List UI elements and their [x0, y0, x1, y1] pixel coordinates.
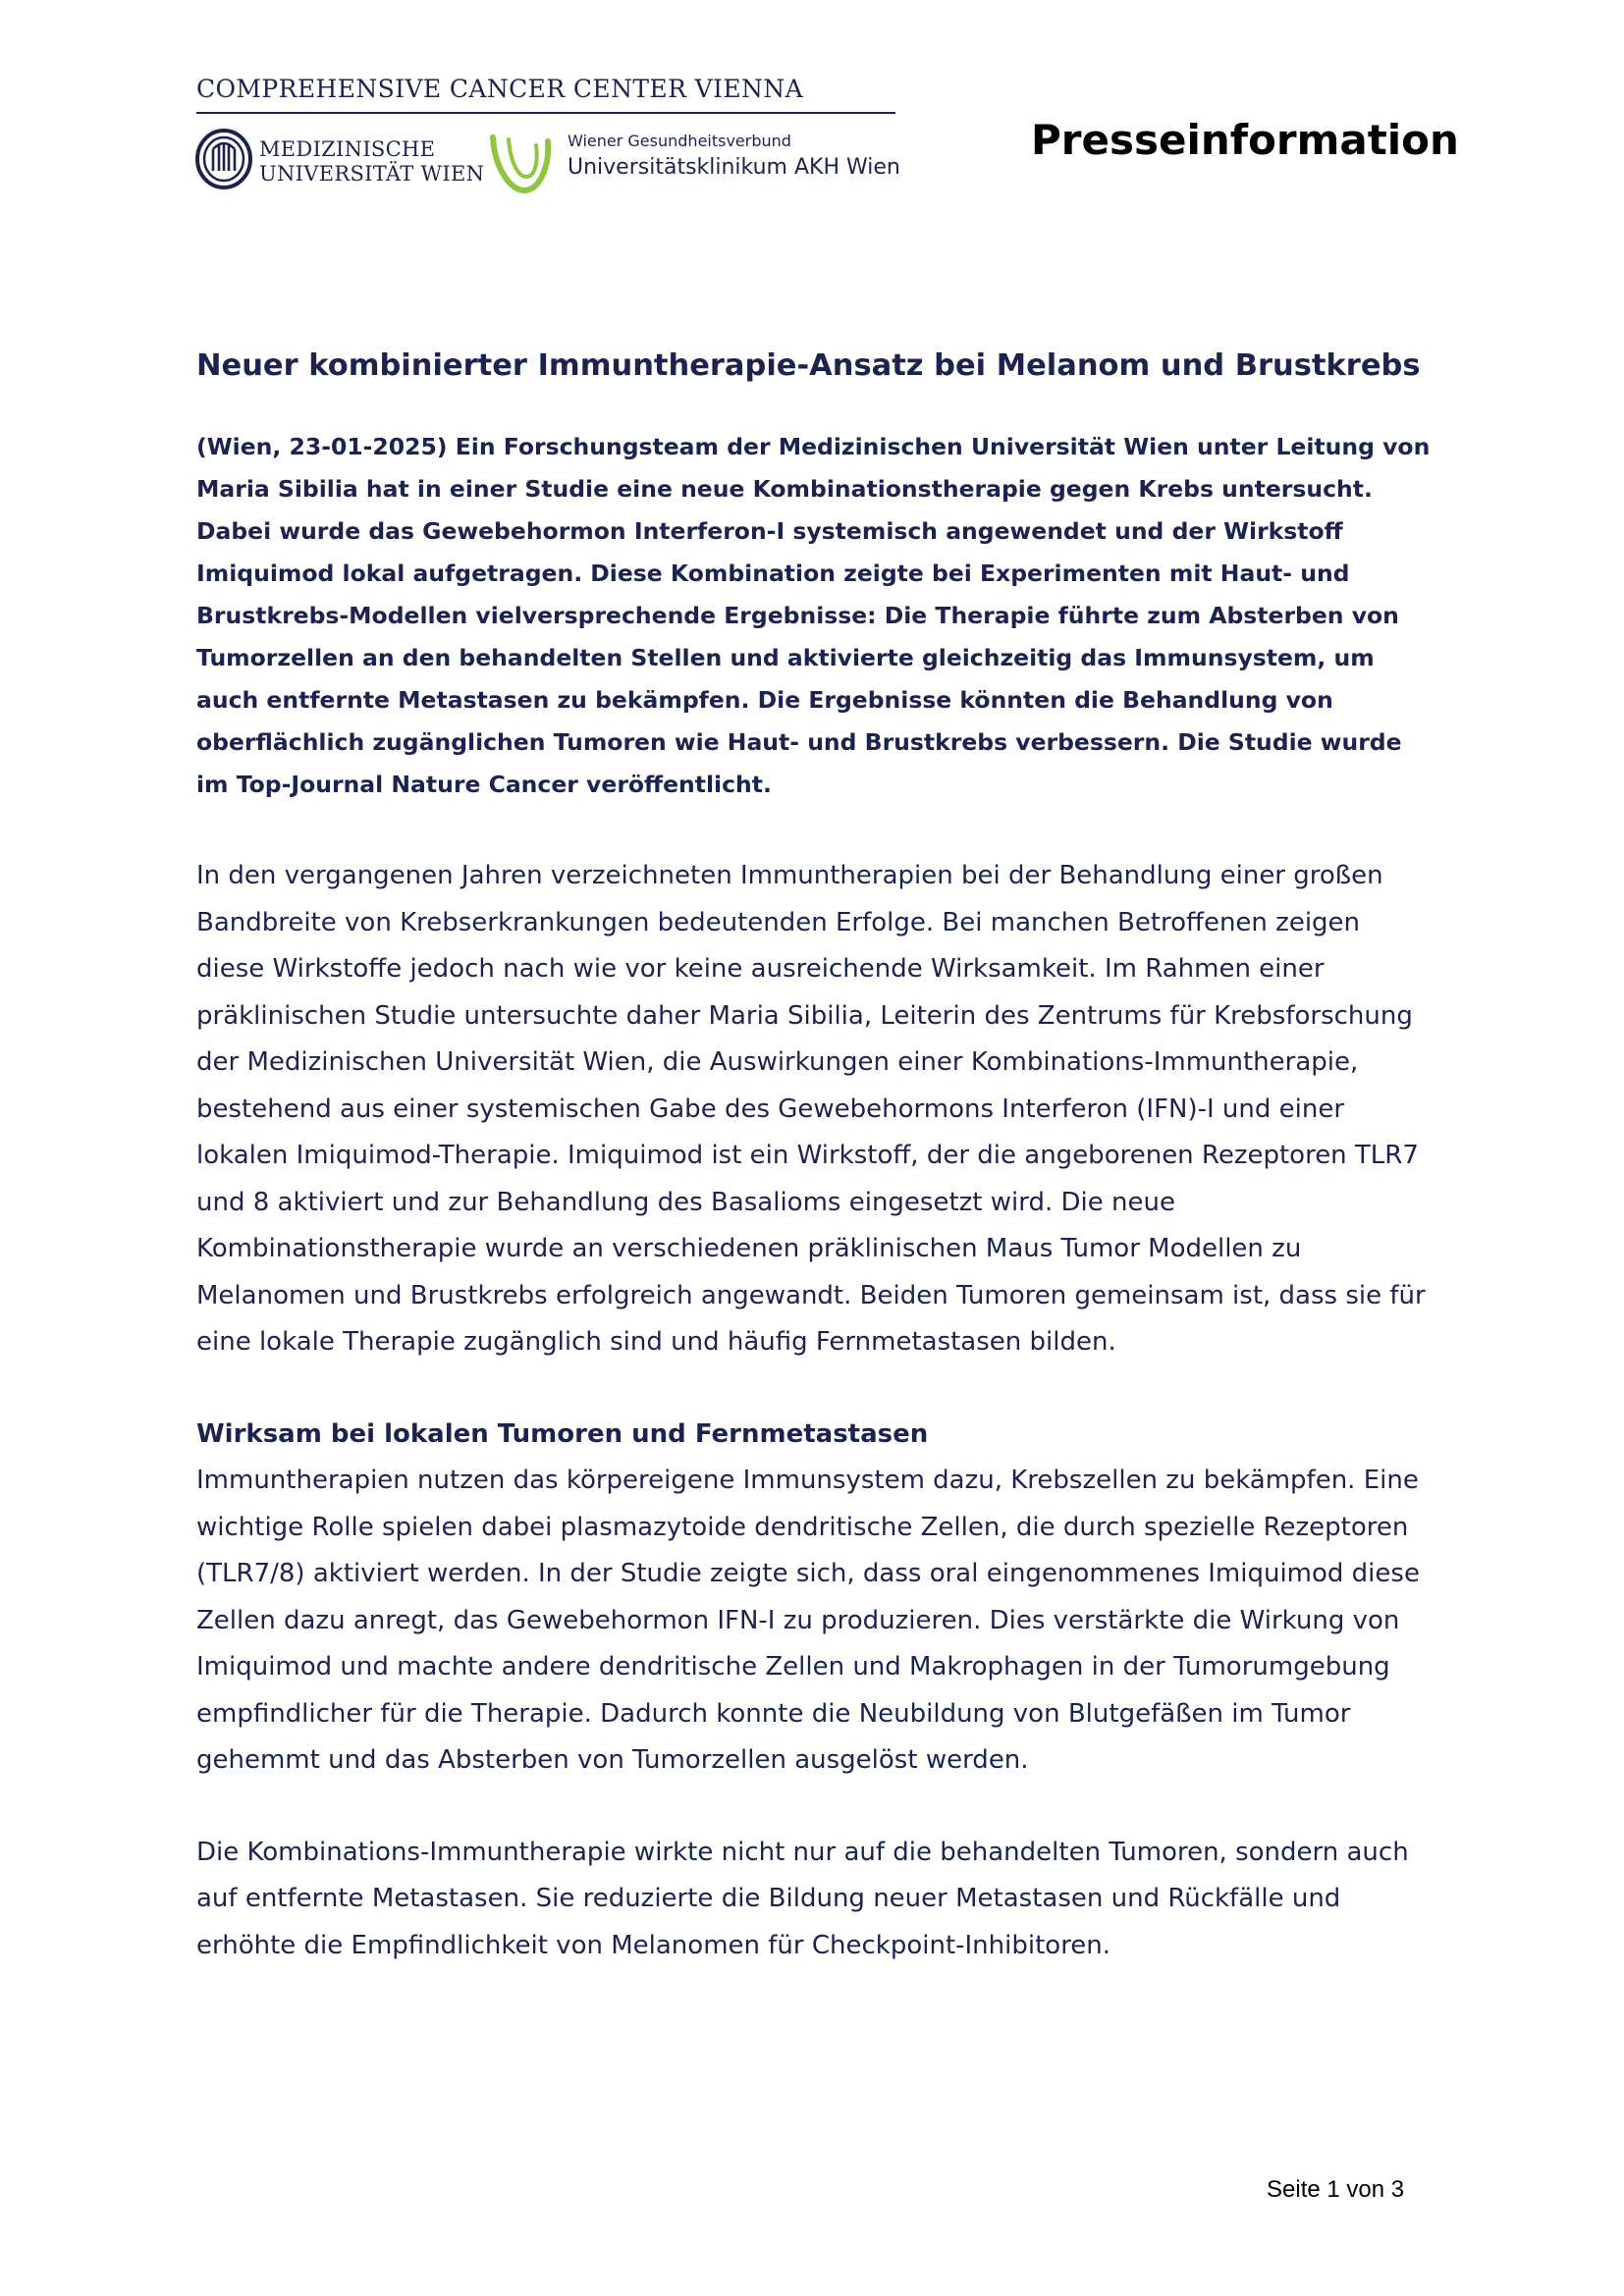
article-paragraph: Die Kombinations-Immuntherapie wirkte nicht nur auf die behandelten Tumoren, sondern auch auf entfernte Metastasen. Sie reduzierte die Bildung neuer Metastasen und Rückfälle und erhöhte die Empfindlichkeit von Melanomen für Checkpoint-Inhibitoren. — [196, 1837, 1409, 1960]
meduni-seal-icon — [194, 128, 253, 190]
logo-meduni-line2: UNIVERSITÄT WIEN — [259, 162, 485, 186]
article-paragraph: Immuntherapien nutzen das körpereigene Immunsystem dazu, Krebszellen zu bekämpfen. Eine wichtige Rolle spielen dabei plasmazytoide dendritische Zellen, die durch spezielle Rezeptoren (TLR7/8) aktiviert werden. In der Studie zeigte sich, dass oral eingenommenes Imiquimod diese Zellen dazu anregt, das Gewebehormon IFN-I zu produzieren. Dies verstärkte die Wirkung von Imiquimod und machte andere dendritische Zellen und Makrophagen in der Tumorumgebung empfindlicher für die Therapie. Dadurch konnte die Neubildung von Blutgefäßen im Tumor gehemmt und das Absterben von Tumorzellen ausgelöst werden. — [196, 1466, 1420, 1775]
logo-akh-wien — [489, 128, 901, 196]
article-lead: (Wien, 23-01-2025) Ein Forschungsteam der Medizinischen Universität Wien unter Leitung von Maria Sibilia hat in einer Studie eine neue Kombinationstherapie gegen Krebs untersucht. Dabei wurde das Gewebehormon Interferon-I systemisch angewendet und der Wirkstoff Imiquimod lokal aufgetragen. Diese Kombination zeigte bei Experimenten mit Haut- und Brustkrebs-Modellen vielversprechende Ergebnisse: Die Therapie führte zum Absterben von Tumorzellen an den behandelten Stellen und aktivierte gleichzeitig das Immunsystem, um auch entfernte Metastasen zu bekämpfen. Die Ergebnisse könnten die Behandlung von oberflächlich zugänglichen Tumoren wie Haut- und Brustkrebs verbessern. Die Studie wurde im Top-Journal Nature Cancer veröffentlicht. — [196, 433, 1431, 798]
logo-akh-subtitle: Wiener Gesundheitsverbund — [568, 132, 791, 150]
article-title: Neuer kombinierter Immuntherapie-Ansatz bei Melanom und Brustkrebs — [196, 348, 1421, 383]
section-heading: Wirksam bei lokalen Tumoren und Fernmetastasen — [196, 1418, 929, 1449]
logo-akh-title: Universitätsklinikum AKH Wien — [568, 155, 900, 180]
page-number: Seite 1 von 3 — [1267, 2176, 1405, 2203]
header-divider — [196, 112, 895, 114]
article-body — [196, 348, 1434, 2014]
article-paragraph: In den vergangenen Jahren verzeichneten Immuntherapien bei der Behandlung einer großen Bandbreite von Krebserkrankungen bedeutenden Erfolge. Bei manchen Betroffenen zeigen diese Wirkstoffe jedoch nach wie vor keine ausreichende Wirksamkeit. Im Rahmen einer präklinischen Studie untersuchte daher Maria Sibilia, Leiterin des Zentrums für Krebsforschung der Medizinischen Universität Wien, die Auswirkungen einer Kombinations-Immuntherapie, bestehend aus einer systemischen Gabe des Gewebehormons Interferon (IFN)-I und einer lokalen Imiquimod-Therapie. Imiquimod ist ein Wirkstoff, der die angeborenen Rezeptoren TLR7 und 8 aktiviert und zur Behandlung des Basalioms eingesetzt wird. Die neue Kombinationstherapie wurde an verschiedenen präklinischen Maus Tumor Modellen zu Melanomen und Brustkrebs erfolgreich angewandt. Beiden Tumoren gemeinsam ist, dass sie für eine lokale Therapie zugänglich sind und häufig Fernmetastasen bilden. — [196, 861, 1426, 1357]
logo-meduni-wien — [194, 128, 485, 194]
document-type-label: Presseinformation — [1031, 116, 1459, 164]
akh-mark-icon — [489, 130, 560, 194]
logo-meduni-line1: MEDIZINISCHE — [259, 137, 436, 161]
org-name: COMPREHENSIVE CANCER CENTER VIENNA — [196, 75, 804, 103]
